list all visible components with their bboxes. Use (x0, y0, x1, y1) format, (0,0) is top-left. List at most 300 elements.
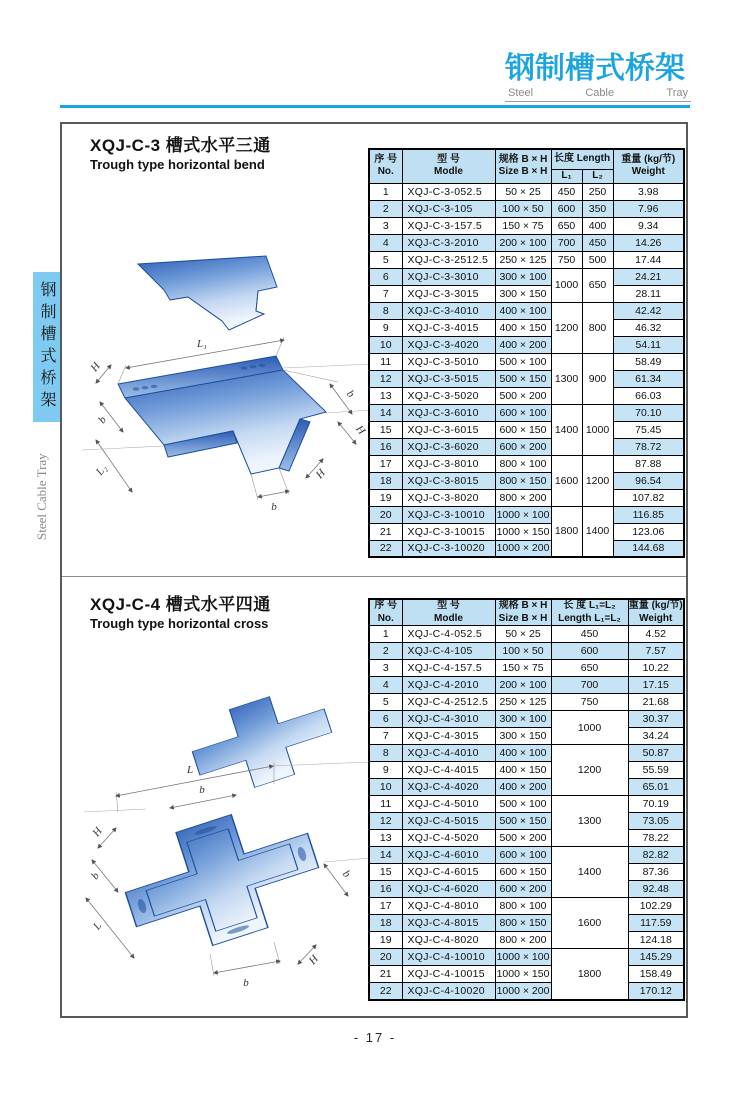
cell-model: XQJ-C-3-6020 (402, 438, 495, 455)
cell-model: XQJ-C-3-5020 (402, 387, 495, 404)
cell-weight: 123.06 (613, 523, 684, 540)
section-2-title: XQJ-C-4 槽式水平四通 (90, 595, 271, 614)
cell-model: XQJ-C-4-5015 (402, 813, 495, 830)
table-row (369, 523, 684, 540)
table-row (369, 421, 684, 438)
cell-size: 400 × 100 (495, 302, 551, 319)
cell-weight: 28.11 (613, 285, 684, 302)
spec-table-xqj-c-4 (368, 598, 685, 1001)
section-2-subtitle: Trough type horizontal cross (90, 616, 269, 631)
cell-l2: 450 (582, 234, 613, 251)
table-row (369, 779, 684, 796)
cell-l1: 1800 (551, 506, 582, 557)
cell-model: XQJ-C-3-6015 (402, 421, 495, 438)
cell-model: XQJ-C-4-4020 (402, 779, 495, 796)
cell-l1: 450 (551, 183, 582, 200)
cell-weight: 78.22 (628, 830, 684, 847)
cell-l2: 1400 (582, 506, 613, 557)
cell-model: XQJ-C-4-6015 (402, 864, 495, 881)
section-2-heading (90, 590, 271, 631)
cell-model: XQJ-C-4-10015 (402, 966, 495, 983)
dim-label: b (271, 501, 277, 513)
table-row (369, 949, 684, 966)
cell-l2: 350 (582, 200, 613, 217)
dim-label: H (90, 825, 105, 839)
cell-model: XQJ-C-3-8010 (402, 455, 495, 472)
cell-weight: 145.29 (628, 949, 684, 966)
cell-no: 11 (369, 796, 402, 813)
cell-weight: 144.68 (613, 540, 684, 557)
dim-label: b (343, 388, 357, 401)
cell-model: XQJ-C-3-8020 (402, 489, 495, 506)
table-row (369, 966, 684, 983)
cell-no: 7 (369, 285, 402, 302)
cell-l1: 750 (551, 251, 582, 268)
table-row (369, 336, 684, 353)
cell-no: 20 (369, 949, 402, 966)
table-row (369, 285, 684, 302)
dim-label: H (306, 953, 321, 967)
col-header-weight: 重量 (kg/节) Weight (628, 600, 683, 624)
cross-3d-shape (183, 682, 340, 803)
cell-no: 3 (369, 660, 402, 677)
cell-size: 200 × 100 (495, 234, 551, 251)
table-row (369, 830, 684, 847)
table-row (369, 404, 684, 421)
cell-length: 750 (551, 694, 628, 711)
page-subtitle (505, 87, 691, 102)
cell-size: 500 × 200 (495, 830, 551, 847)
cell-l1: 650 (551, 217, 582, 234)
cell-model: XQJ-C-3-5015 (402, 370, 495, 387)
cell-model: XQJ-C-3-10020 (402, 540, 495, 557)
cell-model: XQJ-C-4-3010 (402, 711, 495, 728)
tee-fitting-diagram (76, 216, 378, 546)
dim-label: L₁ (197, 338, 207, 350)
col-header-no: 序 号 No. (369, 149, 402, 183)
cell-weight: 55.59 (628, 762, 684, 779)
table-row (369, 268, 684, 285)
section-1-heading (90, 131, 271, 172)
cell-no: 5 (369, 694, 402, 711)
cell-size: 400 × 100 (495, 745, 551, 762)
cell-model: XQJ-C-3-105 (402, 200, 495, 217)
page-number: - 17 - (353, 1030, 397, 1045)
cell-no: 13 (369, 830, 402, 847)
cell-no: 15 (369, 864, 402, 881)
cell-model: XQJ-C-3-4010 (402, 302, 495, 319)
table-row (369, 183, 684, 200)
cell-l1: 1000 (551, 268, 582, 302)
cell-l1: 1200 (551, 302, 582, 353)
cell-weight: 124.18 (628, 932, 684, 949)
cell-no: 4 (369, 677, 402, 694)
col-header-size: 规格 B × H Size B × H (495, 149, 551, 183)
cell-no: 10 (369, 779, 402, 796)
cell-length: 1200 (551, 745, 628, 796)
cell-length: 1000 (551, 711, 628, 745)
cell-size: 600 × 150 (495, 864, 551, 881)
table-row (369, 813, 684, 830)
dim-label: H (313, 467, 328, 481)
cell-weight: 50.87 (628, 745, 684, 762)
cell-model: XQJ-C-4-8010 (402, 898, 495, 915)
cell-weight: 170.12 (628, 983, 684, 1000)
cell-no: 14 (369, 404, 402, 421)
cell-no: 12 (369, 370, 402, 387)
cell-size: 300 × 100 (495, 711, 551, 728)
cell-length: 1400 (551, 847, 628, 898)
header-accent-line (60, 105, 690, 108)
cell-model: XQJ-C-4-2512.5 (402, 694, 495, 711)
col-header-length: 长 度 L₁=L₂ Length L₁=L₂ (551, 599, 628, 626)
table-row (369, 438, 684, 455)
cell-size: 600 × 150 (495, 421, 551, 438)
cell-model: XQJ-C-3-052.5 (402, 183, 495, 200)
cell-weight: 7.96 (613, 200, 684, 217)
cell-size: 250 × 125 (495, 251, 551, 268)
cell-no: 16 (369, 881, 402, 898)
cell-size: 50 × 25 (495, 183, 551, 200)
cell-no: 1 (369, 626, 402, 643)
cell-l1: 700 (551, 234, 582, 251)
cell-model: XQJ-C-4-3015 (402, 728, 495, 745)
table-row (369, 302, 684, 319)
cell-no: 6 (369, 268, 402, 285)
table-row (369, 762, 684, 779)
cell-model: XQJ-C-4-4015 (402, 762, 495, 779)
cell-weight: 10.22 (628, 660, 684, 677)
cell-weight: 61.34 (613, 370, 684, 387)
cell-length: 1600 (551, 898, 628, 949)
cell-model: XQJ-C-4-105 (402, 643, 495, 660)
cell-l2: 500 (582, 251, 613, 268)
cell-no: 9 (369, 319, 402, 336)
cell-l2: 800 (582, 302, 613, 353)
dim-label: H (88, 360, 103, 374)
cell-size: 1000 × 100 (495, 949, 551, 966)
cell-no: 2 (369, 200, 402, 217)
table-row (369, 898, 684, 915)
cell-weight: 107.82 (613, 489, 684, 506)
cell-l1: 600 (551, 200, 582, 217)
cell-weight: 75.45 (613, 421, 684, 438)
cell-weight: 14.26 (613, 234, 684, 251)
section-1-subtitle: Trough type horizontal bend (90, 157, 265, 172)
cell-model: XQJ-C-3-6010 (402, 404, 495, 421)
table-row (369, 847, 684, 864)
cell-model: XQJ-C-3-4020 (402, 336, 495, 353)
table-row (369, 881, 684, 898)
cell-weight: 96.54 (613, 472, 684, 489)
cell-weight: 17.15 (628, 677, 684, 694)
table-row (369, 677, 684, 694)
cell-weight: 78.72 (613, 438, 684, 455)
cell-weight: 117.59 (628, 915, 684, 932)
cell-model: XQJ-C-4-8020 (402, 932, 495, 949)
col-header-weight: 重量 (kg/节) Weight (613, 149, 684, 183)
table-row (369, 217, 684, 234)
cell-weight: 82.82 (628, 847, 684, 864)
cell-l2: 400 (582, 217, 613, 234)
cell-no: 19 (369, 489, 402, 506)
cell-weight: 70.19 (628, 796, 684, 813)
cell-l1: 1400 (551, 404, 582, 455)
cell-model: XQJ-C-3-10010 (402, 506, 495, 523)
cell-size: 1000 × 200 (495, 540, 551, 557)
cell-model: XQJ-C-3-8015 (402, 472, 495, 489)
cell-size: 1000 × 150 (495, 966, 551, 983)
cell-weight: 42.42 (613, 302, 684, 319)
cell-size: 100 × 50 (495, 200, 551, 217)
cell-weight: 116.85 (613, 506, 684, 523)
cell-no: 3 (369, 217, 402, 234)
cell-model: XQJ-C-4-6020 (402, 881, 495, 898)
cross-deck (113, 794, 332, 966)
cell-size: 600 × 100 (495, 404, 551, 421)
spec-table-xqj-c-3 (368, 148, 685, 558)
table-row (369, 864, 684, 881)
cell-no: 21 (369, 966, 402, 983)
cell-weight: 4.52 (628, 626, 684, 643)
cell-weight: 102.29 (628, 898, 684, 915)
col-header-model: 型 号 Modle (402, 599, 495, 626)
cell-weight: 30.37 (628, 711, 684, 728)
subtitle-word: Tray (666, 87, 688, 99)
cell-l2: 900 (582, 353, 613, 404)
cell-model: XQJ-C-3-157.5 (402, 217, 495, 234)
section-1-title: XQJ-C-3 槽式水平三通 (90, 136, 271, 155)
tee-3d-shape (138, 256, 277, 330)
cell-size: 800 × 150 (495, 915, 551, 932)
cell-size: 300 × 150 (495, 285, 551, 302)
cell-no: 12 (369, 813, 402, 830)
cell-model: XQJ-C-4-052.5 (402, 626, 495, 643)
table-row (369, 455, 684, 472)
cell-weight: 46.32 (613, 319, 684, 336)
dim-label: H (353, 423, 368, 437)
cell-no: 1 (369, 183, 402, 200)
cell-size: 500 × 200 (495, 387, 551, 404)
dim-label: b (243, 977, 249, 989)
dim-label: b (89, 870, 103, 883)
cell-l2: 1200 (582, 455, 613, 506)
cell-size: 150 × 75 (495, 217, 551, 234)
cell-size: 50 × 25 (495, 626, 551, 643)
table-row (369, 200, 684, 217)
table-row (369, 506, 684, 523)
cell-model: XQJ-C-4-4010 (402, 745, 495, 762)
cell-weight: 92.48 (628, 881, 684, 898)
cell-model: XQJ-C-3-3015 (402, 285, 495, 302)
cell-weight: 65.01 (628, 779, 684, 796)
cell-model: XQJ-C-4-8015 (402, 915, 495, 932)
cell-size: 1000 × 100 (495, 506, 551, 523)
cell-no: 13 (369, 387, 402, 404)
cell-model: XQJ-C-4-10010 (402, 949, 495, 966)
cell-size: 300 × 150 (495, 728, 551, 745)
sidebar-title-en: Steel Cable Tray (34, 453, 49, 540)
cell-no: 6 (369, 711, 402, 728)
cell-no: 17 (369, 455, 402, 472)
dim-label: L (186, 764, 194, 776)
cell-size: 300 × 100 (495, 268, 551, 285)
cell-model: XQJ-C-4-6010 (402, 847, 495, 864)
cell-no: 9 (369, 762, 402, 779)
cell-no: 7 (369, 728, 402, 745)
table-row (369, 660, 684, 677)
cell-l1: 1300 (551, 353, 582, 404)
cell-no: 22 (369, 983, 402, 1000)
cell-no: 21 (369, 523, 402, 540)
cell-weight: 87.88 (613, 455, 684, 472)
cell-size: 800 × 100 (495, 898, 551, 915)
cell-model: XQJ-C-4-5020 (402, 830, 495, 847)
table-row (369, 251, 684, 268)
cell-no: 14 (369, 847, 402, 864)
cell-no: 8 (369, 745, 402, 762)
cell-size: 1000 × 200 (495, 983, 551, 1000)
cell-size: 600 × 200 (495, 881, 551, 898)
cell-size: 1000 × 150 (495, 523, 551, 540)
dim-label: L (91, 920, 105, 933)
cell-model: XQJ-C-3-2512.5 (402, 251, 495, 268)
cell-model: XQJ-C-3-2010 (402, 234, 495, 251)
cell-length: 1800 (551, 949, 628, 1000)
cell-weight: 17.44 (613, 251, 684, 268)
cell-no: 18 (369, 472, 402, 489)
cell-weight: 54.11 (613, 336, 684, 353)
page-title: 钢制槽式桥架 (505, 52, 685, 85)
cell-size: 800 × 100 (495, 455, 551, 472)
cell-no: 17 (369, 898, 402, 915)
cell-weight: 9.34 (613, 217, 684, 234)
cell-no: 8 (369, 302, 402, 319)
table-row (369, 915, 684, 932)
cell-model: XQJ-C-3-10015 (402, 523, 495, 540)
cell-weight: 58.49 (613, 353, 684, 370)
cell-length: 700 (551, 677, 628, 694)
table-row (369, 728, 684, 745)
cell-no: 4 (369, 234, 402, 251)
cell-weight: 158.49 (628, 966, 684, 983)
cell-size: 500 × 100 (495, 796, 551, 813)
section-divider (62, 576, 686, 577)
cell-weight: 66.03 (613, 387, 684, 404)
table-row (369, 319, 684, 336)
col-header-no: 序 号 No. (369, 599, 402, 626)
cell-size: 600 × 200 (495, 438, 551, 455)
cell-size: 800 × 150 (495, 472, 551, 489)
cell-no: 5 (369, 251, 402, 268)
dim-label: b (96, 414, 110, 427)
table-row (369, 353, 684, 370)
cell-size: 400 × 150 (495, 319, 551, 336)
subtitle-word: Steel (508, 87, 534, 99)
col-header-l1: L₁ (551, 170, 582, 184)
cell-no: 18 (369, 915, 402, 932)
cell-no: 11 (369, 353, 402, 370)
cell-model: XQJ-C-4-5010 (402, 796, 495, 813)
cell-size: 250 × 125 (495, 694, 551, 711)
cell-size: 600 × 100 (495, 847, 551, 864)
cross-fitting-diagram (76, 666, 378, 996)
cell-weight: 24.21 (613, 268, 684, 285)
cell-length: 650 (551, 660, 628, 677)
cell-length: 450 (551, 626, 628, 643)
table-row (369, 370, 684, 387)
col-header-model: 型 号 Modle (402, 149, 495, 183)
cell-no: 15 (369, 421, 402, 438)
cell-no: 22 (369, 540, 402, 557)
cell-model: XQJ-C-3-4015 (402, 319, 495, 336)
cell-l1: 1600 (551, 455, 582, 506)
dim-label: L₂ (93, 462, 110, 478)
cell-length: 1300 (551, 796, 628, 847)
cell-weight: 21.68 (628, 694, 684, 711)
cell-no: 2 (369, 643, 402, 660)
table-row (369, 745, 684, 762)
cell-l2: 650 (582, 268, 613, 302)
cell-size: 100 × 50 (495, 643, 551, 660)
table-row (369, 489, 684, 506)
cell-model: XQJ-C-3-5010 (402, 353, 495, 370)
table-row (369, 626, 684, 643)
table-row (369, 643, 684, 660)
table-row (369, 472, 684, 489)
cell-model: XQJ-C-4-10020 (402, 983, 495, 1000)
cell-size: 800 × 200 (495, 932, 551, 949)
table-row (369, 540, 684, 557)
table-row (369, 694, 684, 711)
cell-weight: 87.36 (628, 864, 684, 881)
cell-no: 19 (369, 932, 402, 949)
cell-model: XQJ-C-4-157.5 (402, 660, 495, 677)
cell-no: 16 (369, 438, 402, 455)
dim-label: b (199, 784, 205, 796)
table-row (369, 796, 684, 813)
table-row (369, 983, 684, 1000)
sidebar-title-cn: 钢制槽式桥架 (33, 272, 60, 422)
table-row (369, 711, 684, 728)
content-frame (60, 122, 688, 1018)
cell-size: 500 × 100 (495, 353, 551, 370)
dim-label: b (339, 868, 353, 881)
subtitle-word: Cable (585, 87, 615, 99)
cell-weight: 70.10 (613, 404, 684, 421)
cell-length: 600 (551, 643, 628, 660)
cell-size: 400 × 200 (495, 336, 551, 353)
cell-size: 400 × 200 (495, 779, 551, 796)
cell-model: XQJ-C-3-3010 (402, 268, 495, 285)
col-header-length: 长度 Length (551, 149, 613, 170)
cell-size: 400 × 150 (495, 762, 551, 779)
cell-size: 500 × 150 (495, 813, 551, 830)
cell-size: 200 × 100 (495, 677, 551, 694)
cell-size: 150 × 75 (495, 660, 551, 677)
cell-weight: 73.05 (628, 813, 684, 830)
cell-l2: 1000 (582, 404, 613, 455)
col-header-l2: L₂ (582, 170, 613, 184)
cell-size: 800 × 200 (495, 489, 551, 506)
cell-weight: 7.57 (628, 643, 684, 660)
cell-weight: 3.98 (613, 183, 684, 200)
cell-size: 500 × 150 (495, 370, 551, 387)
table-row (369, 234, 684, 251)
table-row (369, 387, 684, 404)
cell-no: 20 (369, 506, 402, 523)
table-row (369, 932, 684, 949)
